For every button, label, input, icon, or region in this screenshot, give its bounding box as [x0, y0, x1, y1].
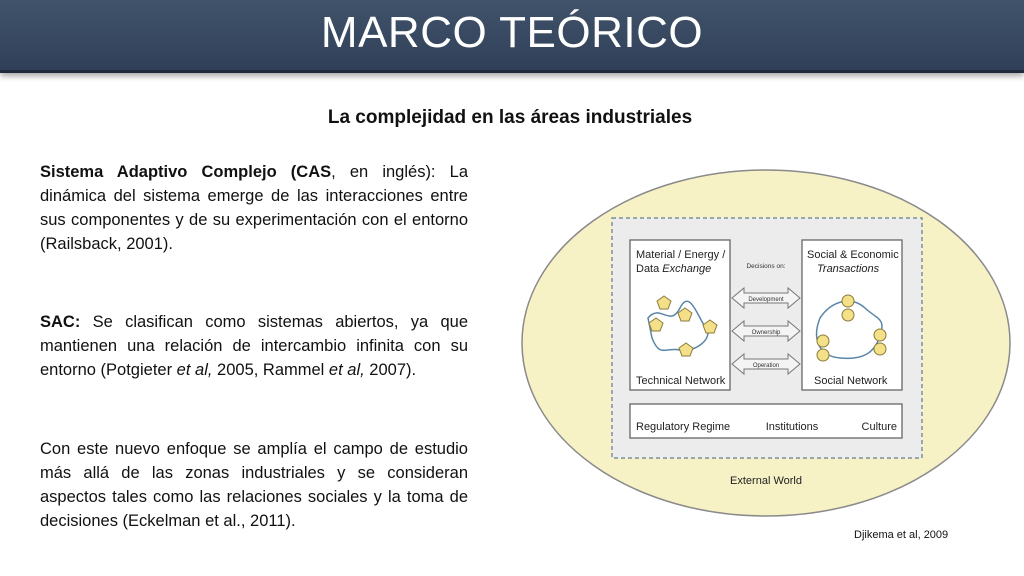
right-title-line2: Transactions [817, 263, 880, 275]
institutions-label: Institutions [765, 421, 819, 433]
social-network-label: Social Network [814, 375, 888, 387]
technical-network-label: Technical Network [636, 375, 726, 387]
right-title-line1: Social & Economic [807, 249, 899, 261]
paragraph-cas [40, 160, 468, 256]
paragraph-sac [40, 310, 468, 382]
culture-label: Culture [861, 421, 897, 433]
cas-term: Sistema Adaptivo Complejo (CAS [40, 163, 332, 181]
paragraph-approach: Con este nuevo enfoque se amplía el campo de estudio más allá de las zonas industriales y se consideran aspectos tales como las relaciones sociales y la toma de decisiones (Eckelman et al., 2011). [40, 440, 468, 530]
slide-title: MARCO TEÓRICO [320, 8, 704, 57]
sac-text-3: 2007). [364, 361, 417, 379]
sac-text-2: 2005, Rammel [212, 361, 329, 379]
sac-etal-2: et al, [328, 361, 365, 379]
decisions-label: Decisions on: [746, 263, 786, 270]
title-bar [0, 0, 1024, 73]
regulatory-regime-label: Regulatory Regime [636, 421, 731, 433]
sac-term: SAC: [40, 313, 81, 331]
cas-diagram [520, 168, 1012, 518]
diagram-citation: Djikema et al, 2009 [854, 529, 949, 541]
arrow-operation: Operation [752, 363, 780, 369]
sac-etal-1: et al, [176, 361, 213, 379]
slide-subtitle: La complejidad en las áreas industriales [327, 107, 693, 128]
arrow-development: Development [748, 297, 784, 303]
diagram-svg [520, 168, 1012, 518]
left-title-line2: Data Exchange [636, 263, 712, 275]
cas-definition: , en inglés): La dinámica del sistema emerge de las interacciones entre sus componentes y de su experimentación con el entorno (Railsback, 2001). [40, 163, 468, 253]
left-title-line1: Material / Energy / [636, 249, 726, 261]
external-world-label: External World [730, 475, 802, 487]
sac-text-1: Se clasifican como sistemas abiertos, ya que mantienen una relación de intercambio infinita con su entorno (Potgieter [40, 313, 468, 379]
arrow-ownership: Ownership [751, 330, 781, 336]
